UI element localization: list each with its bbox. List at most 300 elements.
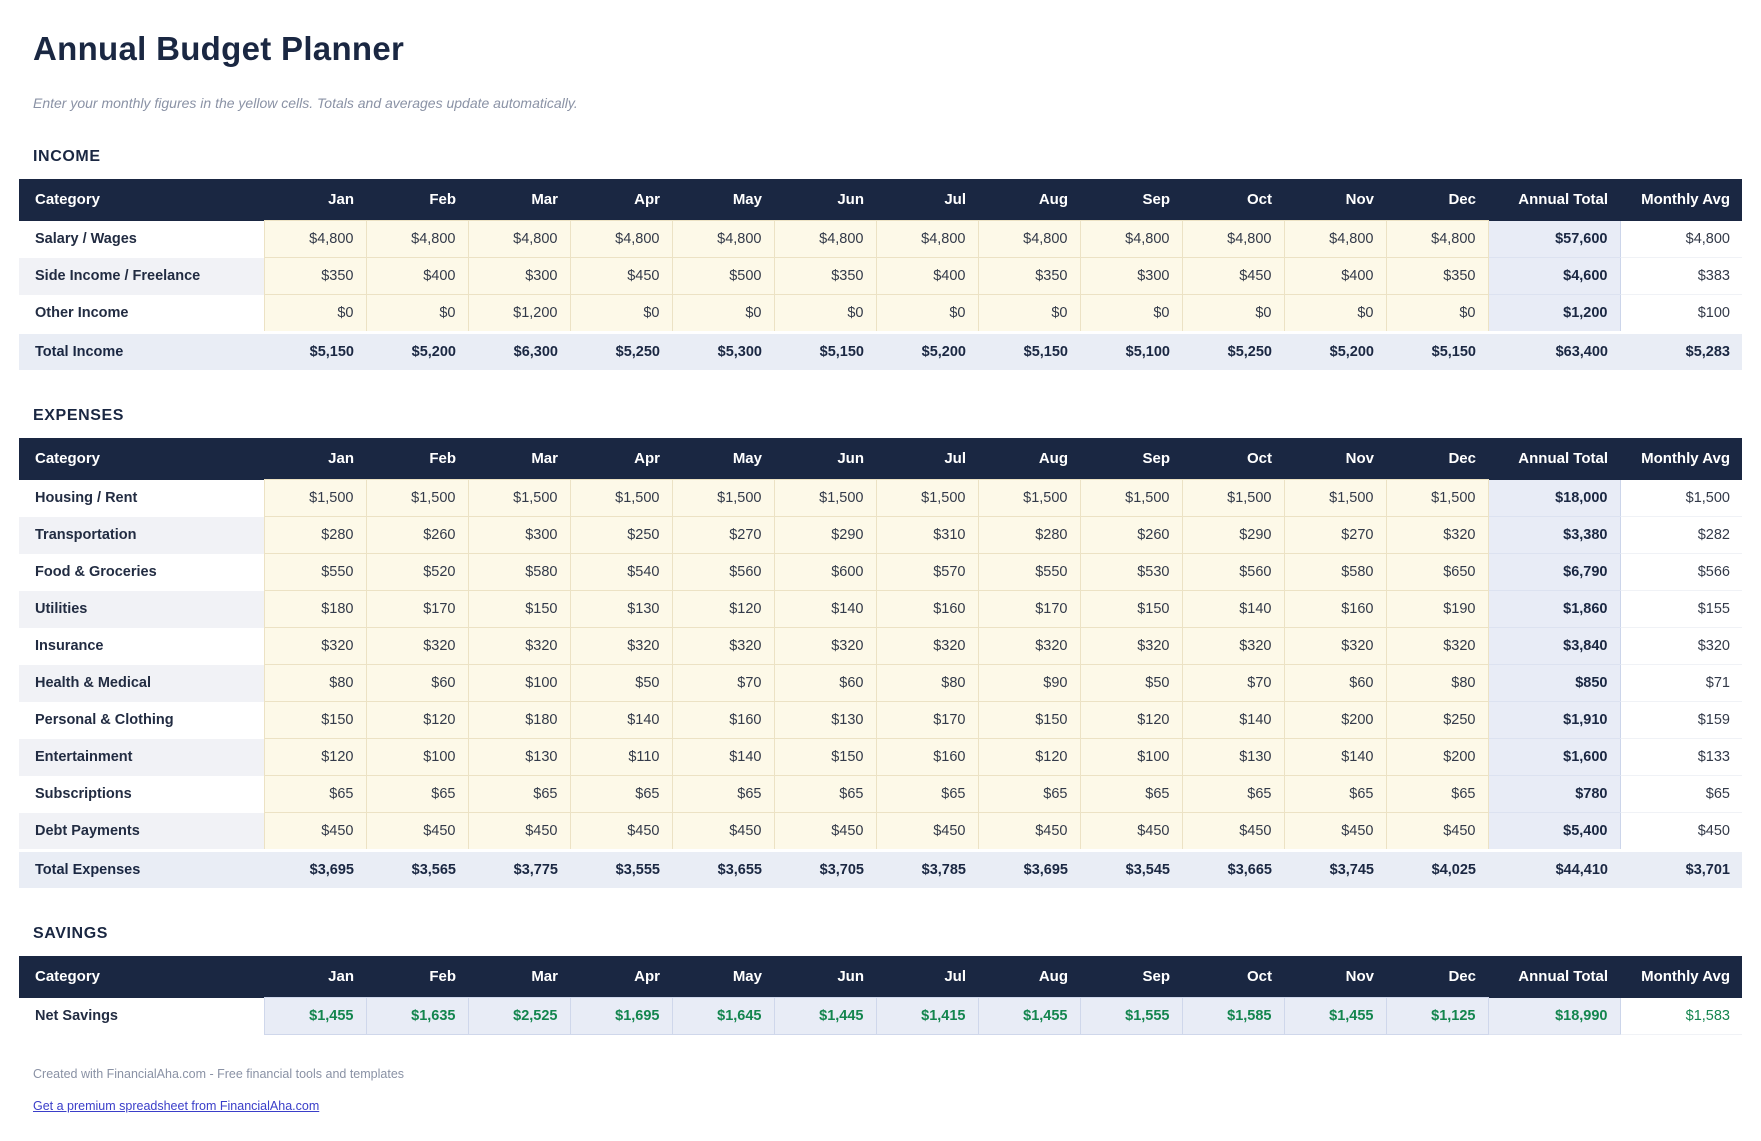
month-value-cell[interactable]: $60 [366, 665, 468, 702]
monthly-avg-cell: $100 [1620, 295, 1742, 333]
month-value-cell[interactable]: $1,200 [468, 295, 570, 333]
month-value-cell: $5,200 [1284, 333, 1386, 371]
table-row-salary-wages [19, 221, 1742, 258]
month-value-cell[interactable]: $120 [366, 702, 468, 739]
month-value-cell: $5,250 [1182, 333, 1284, 371]
month-value-cell[interactable]: $100 [1080, 739, 1182, 776]
month-value-cell[interactable]: $350 [264, 258, 366, 295]
category-cell: Housing / Rent [19, 480, 264, 517]
month-value-cell[interactable]: $150 [468, 591, 570, 628]
category-cell: Debt Payments [19, 813, 264, 851]
annual-total-cell: $3,380 [1488, 517, 1620, 554]
month-value-cell[interactable]: $65 [672, 776, 774, 813]
month-value-cell[interactable]: $320 [978, 628, 1080, 665]
month-value-cell[interactable]: $550 [978, 554, 1080, 591]
month-value-cell: $1,415 [876, 998, 978, 1035]
month-value-cell[interactable]: $200 [1284, 702, 1386, 739]
column-header-apr: Apr [570, 956, 672, 998]
month-value-cell[interactable]: $65 [468, 776, 570, 813]
monthly-avg-cell: $450 [1620, 813, 1742, 851]
month-value-cell[interactable]: $140 [1284, 739, 1386, 776]
month-value-cell[interactable]: $270 [1284, 517, 1386, 554]
month-value-cell: $1,455 [1284, 998, 1386, 1035]
month-value-cell[interactable]: $450 [1182, 813, 1284, 851]
month-value-cell[interactable]: $280 [264, 517, 366, 554]
column-header-dec: Dec [1386, 179, 1488, 221]
month-value-cell[interactable]: $320 [774, 628, 876, 665]
column-header-aug: Aug [978, 438, 1080, 480]
column-header-oct: Oct [1182, 438, 1284, 480]
column-header-jun: Jun [774, 956, 876, 998]
month-value-cell[interactable]: $140 [570, 702, 672, 739]
month-value-cell: $3,695 [978, 851, 1080, 889]
column-header-mar: Mar [468, 956, 570, 998]
month-value-cell: $2,525 [468, 998, 570, 1035]
month-value-cell[interactable]: $320 [1284, 628, 1386, 665]
month-value-cell[interactable]: $250 [1386, 702, 1488, 739]
month-value-cell: $5,200 [876, 333, 978, 371]
month-value-cell[interactable]: $100 [468, 665, 570, 702]
annual-total-cell: $57,600 [1488, 221, 1620, 258]
monthly-avg-cell: $155 [1620, 591, 1742, 628]
page-title: Annual Budget Planner [33, 30, 405, 67]
month-value-cell[interactable]: $0 [774, 295, 876, 333]
month-value-cell[interactable]: $450 [570, 813, 672, 851]
column-header-apr: Apr [570, 438, 672, 480]
month-value-cell[interactable]: $0 [1386, 295, 1488, 333]
month-value-cell[interactable]: $500 [672, 258, 774, 295]
column-header-annual-total: Annual Total [1488, 438, 1620, 480]
month-value-cell[interactable]: $140 [1182, 702, 1284, 739]
month-value-cell[interactable]: $200 [1386, 739, 1488, 776]
month-value-cell[interactable]: $160 [1284, 591, 1386, 628]
month-value-cell: $3,555 [570, 851, 672, 889]
monthly-avg-cell: $159 [1620, 702, 1742, 739]
column-header-apr: Apr [570, 179, 672, 221]
month-value-cell[interactable]: $65 [1386, 776, 1488, 813]
sections-container [19, 148, 1742, 1035]
month-value-cell[interactable]: $160 [876, 591, 978, 628]
month-value-cell[interactable]: $4,800 [1386, 221, 1488, 258]
month-value-cell[interactable]: $450 [570, 258, 672, 295]
month-value-cell[interactable]: $80 [876, 665, 978, 702]
total-row [19, 851, 1742, 889]
month-value-cell[interactable]: $260 [366, 517, 468, 554]
monthly-avg-cell: $5,283 [1620, 333, 1742, 371]
savings-table [19, 956, 1742, 1035]
month-value-cell[interactable]: $450 [1182, 258, 1284, 295]
month-value-cell[interactable]: $270 [672, 517, 774, 554]
expenses-table [19, 438, 1742, 888]
monthly-avg-cell: $320 [1620, 628, 1742, 665]
month-value-cell[interactable]: $170 [978, 591, 1080, 628]
column-header-jun: Jun [774, 179, 876, 221]
month-value-cell[interactable]: $450 [1284, 813, 1386, 851]
monthly-avg-cell: $3,701 [1620, 851, 1742, 889]
month-value-cell[interactable]: $400 [1284, 258, 1386, 295]
month-value-cell[interactable]: $320 [672, 628, 774, 665]
column-header-mar: Mar [468, 179, 570, 221]
month-value-cell[interactable]: $4,800 [264, 221, 366, 258]
annual-total-cell: $850 [1488, 665, 1620, 702]
month-value-cell[interactable]: $130 [570, 591, 672, 628]
month-value-cell[interactable]: $50 [570, 665, 672, 702]
column-header-may: May [672, 179, 774, 221]
table-row-entertainment [19, 739, 1742, 776]
month-value-cell[interactable]: $1,500 [774, 480, 876, 517]
month-value-cell[interactable]: $1,500 [366, 480, 468, 517]
category-cell: Entertainment [19, 739, 264, 776]
column-header-jan: Jan [264, 179, 366, 221]
month-value-cell[interactable]: $190 [1386, 591, 1488, 628]
category-cell: Total Income [19, 333, 264, 371]
table-row-net-savings [19, 998, 1742, 1035]
month-value-cell[interactable]: $560 [1182, 554, 1284, 591]
header-row [19, 956, 1742, 998]
annual-total-cell: $18,000 [1488, 480, 1620, 517]
month-value-cell: $1,635 [366, 998, 468, 1035]
month-value-cell[interactable]: $320 [1386, 628, 1488, 665]
month-value-cell[interactable]: $350 [1386, 258, 1488, 295]
month-value-cell[interactable]: $320 [1386, 517, 1488, 554]
month-value-cell[interactable]: $320 [570, 628, 672, 665]
month-value-cell: $3,705 [774, 851, 876, 889]
month-value-cell[interactable]: $580 [1284, 554, 1386, 591]
month-value-cell[interactable]: $300 [468, 517, 570, 554]
month-value-cell[interactable]: $290 [774, 517, 876, 554]
month-value-cell[interactable]: $130 [468, 739, 570, 776]
annual-total-cell: $6,790 [1488, 554, 1620, 591]
month-value-cell[interactable]: $110 [570, 739, 672, 776]
month-value-cell[interactable]: $70 [672, 665, 774, 702]
month-value-cell[interactable]: $65 [978, 776, 1080, 813]
month-value-cell[interactable]: $180 [468, 702, 570, 739]
footer-note: Created with FinancialAha.com - Free financial tools and templates [33, 1067, 405, 1081]
month-value-cell[interactable]: $120 [1080, 702, 1182, 739]
column-header-dec: Dec [1386, 956, 1488, 998]
annual-total-cell: $5,400 [1488, 813, 1620, 851]
month-value-cell: $5,150 [1386, 333, 1488, 371]
month-value-cell[interactable]: $260 [1080, 517, 1182, 554]
month-value-cell[interactable]: $1,500 [876, 480, 978, 517]
column-header-nov: Nov [1284, 438, 1386, 480]
month-value-cell[interactable]: $0 [672, 295, 774, 333]
column-header-annual-total: Annual Total [1488, 956, 1620, 998]
annual-total-cell: $18,990 [1488, 998, 1620, 1035]
month-value-cell[interactable]: $50 [1080, 665, 1182, 702]
month-value-cell[interactable]: $65 [366, 776, 468, 813]
annual-total-cell: $1,200 [1488, 295, 1620, 333]
month-value-cell[interactable]: $450 [366, 813, 468, 851]
month-value-cell[interactable]: $0 [1182, 295, 1284, 333]
category-cell: Food & Groceries [19, 554, 264, 591]
month-value-cell[interactable]: $130 [1182, 739, 1284, 776]
month-value-cell[interactable]: $290 [1182, 517, 1284, 554]
month-value-cell: $1,445 [774, 998, 876, 1035]
month-value-cell[interactable]: $300 [468, 258, 570, 295]
month-value-cell[interactable]: $520 [366, 554, 468, 591]
month-value-cell: $1,645 [672, 998, 774, 1035]
month-value-cell[interactable]: $120 [978, 739, 1080, 776]
month-value-cell: $3,665 [1182, 851, 1284, 889]
category-cell: Personal & Clothing [19, 702, 264, 739]
month-value-cell[interactable]: $4,800 [978, 221, 1080, 258]
table-row-personal-clothing [19, 702, 1742, 739]
header-row [19, 179, 1742, 221]
category-cell: Other Income [19, 295, 264, 333]
column-header-monthly-avg: Monthly Avg [1620, 179, 1742, 221]
annual-total-cell: $63,400 [1488, 333, 1620, 371]
month-value-cell[interactable]: $450 [978, 813, 1080, 851]
column-header-mar: Mar [468, 438, 570, 480]
month-value-cell[interactable]: $450 [672, 813, 774, 851]
month-value-cell[interactable]: $450 [1386, 813, 1488, 851]
annual-total-cell: $1,600 [1488, 739, 1620, 776]
premium-spreadsheet-link[interactable]: Get a premium spreadsheet from FinancialAha.com [33, 1099, 320, 1113]
month-value-cell: $5,200 [366, 333, 468, 371]
month-value-cell[interactable]: $0 [264, 295, 366, 333]
month-value-cell[interactable]: $0 [366, 295, 468, 333]
month-value-cell[interactable]: $70 [1182, 665, 1284, 702]
month-value-cell: $5,300 [672, 333, 774, 371]
month-value-cell[interactable]: $450 [1080, 813, 1182, 851]
month-value-cell[interactable]: $4,800 [1080, 221, 1182, 258]
month-value-cell[interactable]: $150 [978, 702, 1080, 739]
category-cell: Salary / Wages [19, 221, 264, 258]
monthly-avg-cell: $71 [1620, 665, 1742, 702]
month-value-cell[interactable]: $65 [876, 776, 978, 813]
month-value-cell[interactable]: $4,800 [672, 221, 774, 258]
column-header-aug: Aug [978, 956, 1080, 998]
month-value-cell: $5,150 [774, 333, 876, 371]
income-table [19, 179, 1742, 370]
month-value-cell[interactable]: $130 [774, 702, 876, 739]
month-value-cell[interactable]: $4,800 [468, 221, 570, 258]
monthly-avg-cell: $566 [1620, 554, 1742, 591]
column-header-jul: Jul [876, 438, 978, 480]
month-value-cell: $5,100 [1080, 333, 1182, 371]
section-savings [19, 925, 1742, 1035]
month-value-cell[interactable]: $280 [978, 517, 1080, 554]
month-value-cell[interactable]: $1,500 [264, 480, 366, 517]
month-value-cell[interactable]: $65 [1182, 776, 1284, 813]
month-value-cell[interactable]: $90 [978, 665, 1080, 702]
section-heading-income: INCOME [33, 148, 101, 165]
monthly-avg-cell: $282 [1620, 517, 1742, 554]
month-value-cell: $3,695 [264, 851, 366, 889]
annual-total-cell: $780 [1488, 776, 1620, 813]
category-cell: Utilities [19, 591, 264, 628]
month-value-cell: $1,555 [1080, 998, 1182, 1035]
category-cell: Total Expenses [19, 851, 264, 889]
month-value-cell[interactable]: $540 [570, 554, 672, 591]
month-value-cell[interactable]: $320 [264, 628, 366, 665]
month-value-cell[interactable]: $450 [468, 813, 570, 851]
annual-total-cell: $4,600 [1488, 258, 1620, 295]
month-value-cell[interactable]: $400 [876, 258, 978, 295]
month-value-cell[interactable]: $450 [774, 813, 876, 851]
table-row-transportation [19, 517, 1742, 554]
month-value-cell[interactable]: $65 [264, 776, 366, 813]
column-header-monthly-avg: Monthly Avg [1620, 438, 1742, 480]
month-value-cell: $1,455 [264, 998, 366, 1035]
table-row-health-medical [19, 665, 1742, 702]
month-value-cell[interactable]: $1,500 [1182, 480, 1284, 517]
section-income [19, 148, 1742, 370]
section-heading-savings: SAVINGS [33, 925, 109, 942]
month-value-cell: $5,150 [264, 333, 366, 371]
month-value-cell[interactable]: $600 [774, 554, 876, 591]
month-value-cell[interactable]: $65 [570, 776, 672, 813]
table-row-utilities [19, 591, 1742, 628]
month-value-cell[interactable]: $4,800 [774, 221, 876, 258]
column-header-jan: Jan [264, 956, 366, 998]
month-value-cell[interactable]: $120 [264, 739, 366, 776]
month-value-cell[interactable]: $1,500 [672, 480, 774, 517]
column-header-feb: Feb [366, 179, 468, 221]
month-value-cell[interactable]: $320 [1080, 628, 1182, 665]
month-value-cell[interactable]: $60 [1284, 665, 1386, 702]
month-value-cell[interactable]: $320 [468, 628, 570, 665]
monthly-avg-cell: $65 [1620, 776, 1742, 813]
month-value-cell[interactable]: $580 [468, 554, 570, 591]
month-value-cell[interactable]: $350 [978, 258, 1080, 295]
month-value-cell[interactable]: $0 [876, 295, 978, 333]
table-row-housing-rent [19, 480, 1742, 517]
month-value-cell[interactable]: $160 [672, 702, 774, 739]
table-row-other-income [19, 295, 1742, 333]
month-value-cell[interactable]: $0 [1284, 295, 1386, 333]
month-value-cell[interactable]: $4,800 [1182, 221, 1284, 258]
month-value-cell: $1,125 [1386, 998, 1488, 1035]
month-value-cell[interactable]: $320 [1182, 628, 1284, 665]
month-value-cell[interactable]: $0 [978, 295, 1080, 333]
header-row [19, 438, 1742, 480]
table-row-insurance [19, 628, 1742, 665]
category-cell: Net Savings [19, 998, 264, 1035]
section-expenses [19, 407, 1742, 888]
month-value-cell: $5,150 [978, 333, 1080, 371]
month-value-cell[interactable]: $1,500 [1386, 480, 1488, 517]
month-value-cell[interactable]: $1,500 [1080, 480, 1182, 517]
column-header-oct: Oct [1182, 179, 1284, 221]
month-value-cell: $4,025 [1386, 851, 1488, 889]
month-value-cell[interactable]: $140 [774, 591, 876, 628]
monthly-avg-cell: $1,500 [1620, 480, 1742, 517]
column-header-jan: Jan [264, 438, 366, 480]
month-value-cell[interactable]: $150 [774, 739, 876, 776]
month-value-cell: $3,745 [1284, 851, 1386, 889]
month-value-cell[interactable]: $570 [876, 554, 978, 591]
annual-total-cell: $1,860 [1488, 591, 1620, 628]
month-value-cell[interactable]: $450 [876, 813, 978, 851]
month-value-cell[interactable]: $65 [774, 776, 876, 813]
month-value-cell[interactable]: $4,800 [366, 221, 468, 258]
month-value-cell[interactable]: $0 [570, 295, 672, 333]
column-header-sep: Sep [1080, 956, 1182, 998]
month-value-cell[interactable]: $450 [264, 813, 366, 851]
month-value-cell[interactable]: $530 [1080, 554, 1182, 591]
month-value-cell[interactable]: $310 [876, 517, 978, 554]
month-value-cell[interactable]: $0 [1080, 295, 1182, 333]
month-value-cell[interactable]: $170 [876, 702, 978, 739]
month-value-cell[interactable]: $160 [876, 739, 978, 776]
month-value-cell[interactable]: $140 [1182, 591, 1284, 628]
month-value-cell[interactable]: $60 [774, 665, 876, 702]
month-value-cell[interactable]: $1,500 [468, 480, 570, 517]
column-header-sep: Sep [1080, 438, 1182, 480]
category-cell: Subscriptions [19, 776, 264, 813]
column-header-monthly-avg: Monthly Avg [1620, 956, 1742, 998]
monthly-avg-cell: $383 [1620, 258, 1742, 295]
month-value-cell[interactable]: $1,500 [978, 480, 1080, 517]
month-value-cell[interactable]: $120 [672, 591, 774, 628]
month-value-cell[interactable]: $140 [672, 739, 774, 776]
month-value-cell[interactable]: $250 [570, 517, 672, 554]
month-value-cell: $6,300 [468, 333, 570, 371]
month-value-cell[interactable]: $150 [264, 702, 366, 739]
month-value-cell[interactable]: $100 [366, 739, 468, 776]
category-cell: Side Income / Freelance [19, 258, 264, 295]
table-row-food-groceries [19, 554, 1742, 591]
month-value-cell: $1,585 [1182, 998, 1284, 1035]
month-value-cell: $1,695 [570, 998, 672, 1035]
month-value-cell[interactable]: $1,500 [570, 480, 672, 517]
month-value-cell: $1,455 [978, 998, 1080, 1035]
section-heading-expenses: EXPENSES [33, 407, 125, 424]
month-value-cell[interactable]: $650 [1386, 554, 1488, 591]
month-value-cell[interactable]: $170 [366, 591, 468, 628]
monthly-avg-cell: $133 [1620, 739, 1742, 776]
column-header-aug: Aug [978, 179, 1080, 221]
month-value-cell[interactable]: $300 [1080, 258, 1182, 295]
table-row-debt-payments [19, 813, 1742, 851]
monthly-avg-cell: $1,583 [1620, 998, 1742, 1035]
column-header-jun: Jun [774, 438, 876, 480]
month-value-cell[interactable]: $550 [264, 554, 366, 591]
month-value-cell[interactable]: $350 [774, 258, 876, 295]
category-cell: Insurance [19, 628, 264, 665]
month-value-cell[interactable]: $4,800 [570, 221, 672, 258]
month-value-cell[interactable]: $180 [264, 591, 366, 628]
page-footer [33, 1067, 1742, 1141]
total-row [19, 333, 1742, 371]
month-value-cell[interactable]: $560 [672, 554, 774, 591]
month-value-cell[interactable]: $320 [876, 628, 978, 665]
category-cell: Health & Medical [19, 665, 264, 702]
column-header-may: May [672, 438, 774, 480]
month-value-cell[interactable]: $80 [1386, 665, 1488, 702]
month-value-cell[interactable]: $65 [1284, 776, 1386, 813]
column-header-jul: Jul [876, 956, 978, 998]
month-value-cell[interactable]: $4,800 [1284, 221, 1386, 258]
column-header-oct: Oct [1182, 956, 1284, 998]
month-value-cell[interactable]: $80 [264, 665, 366, 702]
month-value-cell[interactable]: $320 [366, 628, 468, 665]
column-header-category: Category [19, 956, 264, 998]
month-value-cell: $5,250 [570, 333, 672, 371]
month-value-cell[interactable]: $1,500 [1284, 480, 1386, 517]
month-value-cell[interactable]: $400 [366, 258, 468, 295]
table-row-subscriptions [19, 776, 1742, 813]
month-value-cell[interactable]: $150 [1080, 591, 1182, 628]
column-header-annual-total: Annual Total [1488, 179, 1620, 221]
column-header-nov: Nov [1284, 179, 1386, 221]
month-value-cell[interactable]: $65 [1080, 776, 1182, 813]
month-value-cell[interactable]: $4,800 [876, 221, 978, 258]
column-header-sep: Sep [1080, 179, 1182, 221]
column-header-category: Category [19, 438, 264, 480]
